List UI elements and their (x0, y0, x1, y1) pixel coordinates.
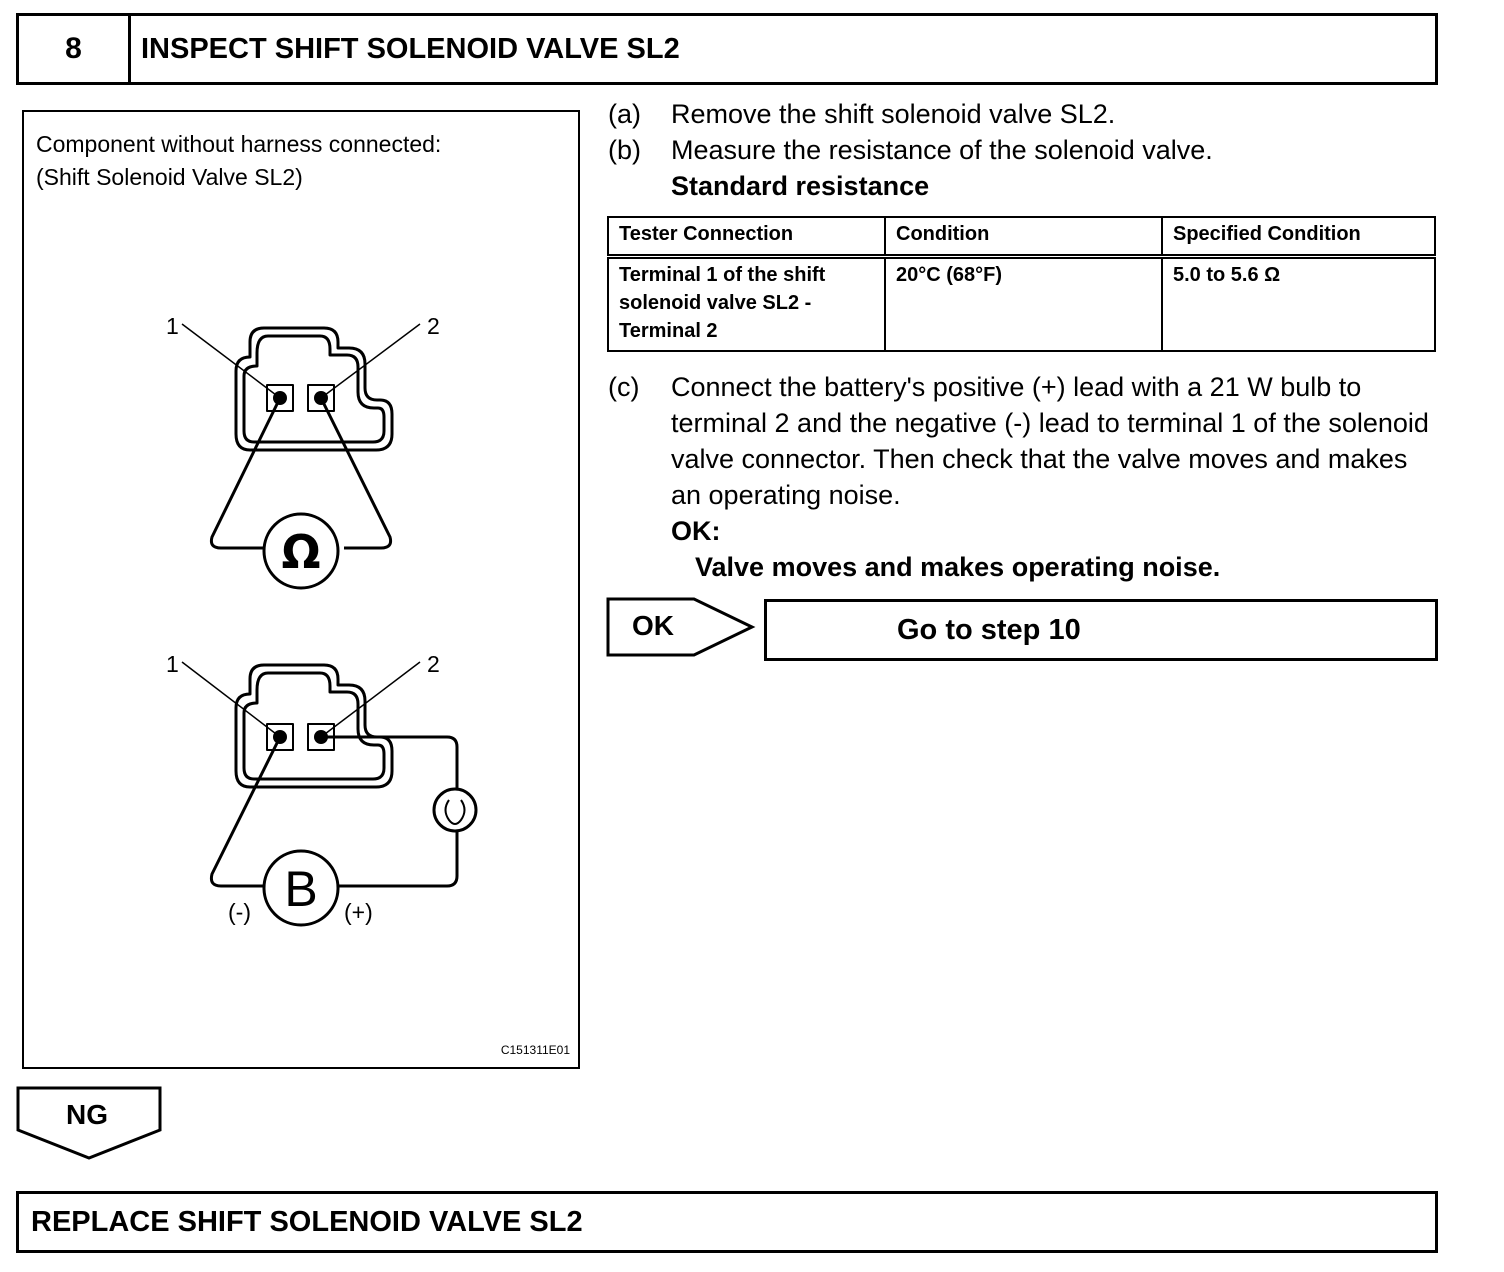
top-terminal-1-label: 1 (166, 313, 179, 339)
cell-tester-connection: Terminal 1 of the shift solenoid valve SL2 - Terminal 2 (608, 257, 885, 352)
table-row (608, 257, 1435, 352)
go-to-step-text: Go to step 10 (897, 613, 1081, 646)
go-to-step-box[interactable] (764, 599, 1438, 661)
bottom-connector (236, 665, 392, 787)
spec-table (607, 216, 1436, 352)
step-b-text: Measure the resistance of the solenoid valve. (671, 135, 1213, 165)
ohmmeter-symbol: Ω (281, 525, 321, 579)
replace-action-box[interactable]: REPLACE SHIFT SOLENOID VALVE SL2 (16, 1191, 1438, 1253)
connector-diagram (24, 112, 578, 1067)
step-number: 8 (19, 16, 131, 82)
cell-condition: 20°C (68°F) (885, 257, 1162, 352)
illustration-panel (22, 110, 580, 1069)
header-condition: Condition (885, 217, 1162, 257)
cell-specified-condition: 5.0 to 5.6 Ω (1162, 257, 1435, 352)
ok-criteria: Valve moves and makes operating noise. (695, 552, 1221, 582)
ok-arrow-label: OK (632, 610, 674, 641)
step-c-text: Connect the battery's positive (+) lead with a 21 W bulb to terminal 2 and the negative (-) lead to terminal 1 of the solenoid valve connector. Then check that the valve moves and makes an operating noise. (671, 372, 1429, 510)
top-connector (236, 328, 392, 450)
bottom-terminal-2-label: 2 (427, 651, 440, 677)
figure-code: C151311E01 (500, 1043, 570, 1057)
standard-resistance-label: Standard resistance (671, 171, 930, 201)
top-terminal-2-label: 2 (427, 313, 440, 339)
bottom-circuit-wires (211, 737, 457, 886)
step-b-letter: (b) (608, 135, 641, 165)
positive-label: (+) (344, 899, 373, 925)
bottom-terminal-1-label: 1 (166, 651, 179, 677)
ok-arrow[interactable] (606, 597, 758, 659)
step-c-letter: (c) (608, 372, 640, 402)
step-a-text: Remove the shift solenoid valve SL2. (671, 99, 1116, 129)
spec-table-header (608, 217, 1435, 257)
battery-symbol: B (284, 861, 318, 917)
step-a-letter: (a) (608, 99, 641, 129)
step-title: INSPECT SHIFT SOLENOID VALVE SL2 (141, 32, 680, 65)
ng-arrow-label: NG (66, 1099, 108, 1130)
ok-label: OK: (671, 516, 721, 546)
step-header (16, 13, 1438, 85)
figure-caption-line1: Component without harness connected: (36, 131, 442, 157)
negative-label: (-) (228, 899, 251, 925)
header-tester-connection: Tester Connection (608, 217, 885, 257)
header-specified-condition: Specified Condition (1162, 217, 1435, 257)
figure-caption-line2: (Shift Solenoid Valve SL2) (36, 164, 303, 190)
